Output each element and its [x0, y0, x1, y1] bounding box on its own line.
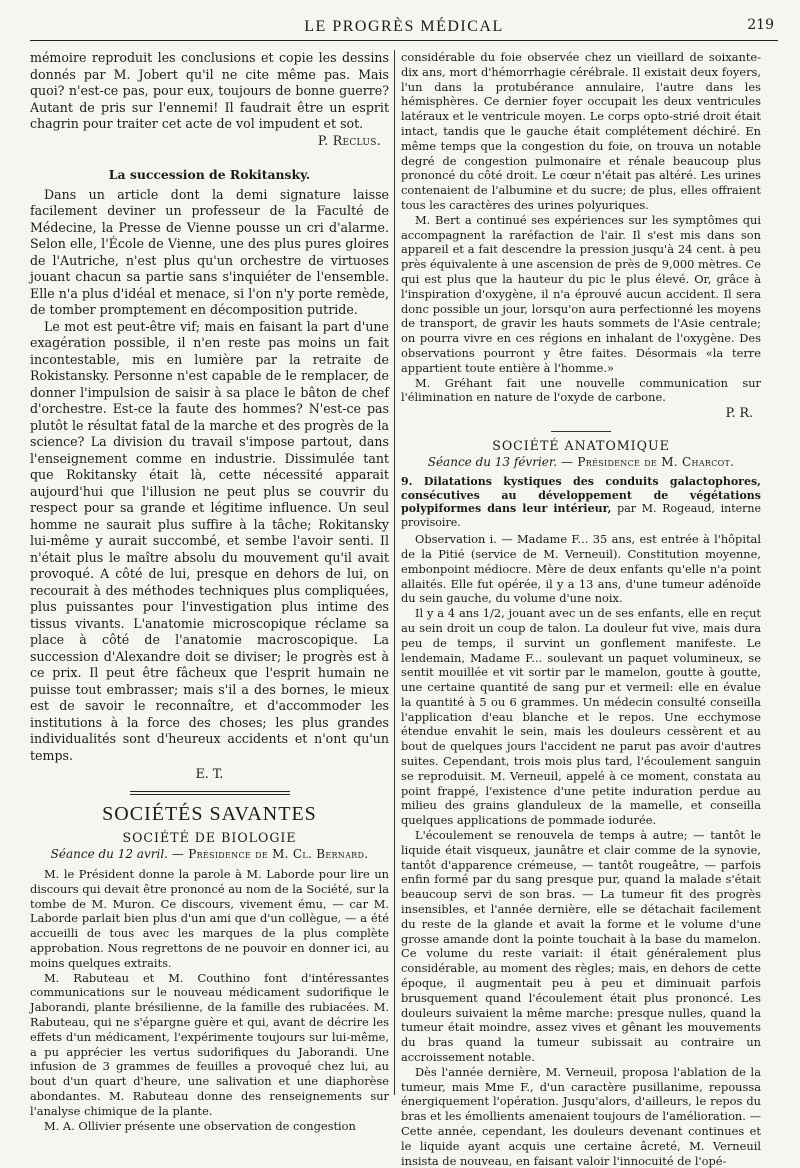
society-name-anatomique: SOCIÉTÉ ANATOMIQUE	[492, 438, 670, 454]
article-title: La succession de Rokitansky.	[108, 166, 311, 182]
right-column	[401, 50, 762, 1168]
page-number: 219	[747, 17, 774, 33]
seance-date: Séance du 12 avril.	[50, 847, 168, 861]
seance-line-biologie	[30, 847, 389, 861]
continued-paragraph-2: M. Bert a continué ses expériences sur les symptômes qui accompagnent la raréfaction de l'air. Il s'est mis dans son appareil et a fait descendre la pression jusqu'à 24 cent. à peu près équivalente à une ascension de près de 9,000 mètres. Ce qui est plus que la hauteur du pic le plus élevé. Or, grâce à l'inspiration d'oxygène, il n'a éprouvé aucun accident. Il sera donc possible un jour, lorsqu'on aura perfectionné les moyens de transport, de gravir les hauts sommets de l'Asie centrale; on pourra vivre en ces régions en inhalant de l'oxygène. Des observations pourront y être faites. Désormais «la terre appartient toute entière à l'homme.»	[401, 212, 761, 375]
article-signature: E. T.	[195, 766, 224, 781]
item-author: par M. Rogeaud, interne provisoire.	[401, 502, 762, 529]
article-paragraph-2: Le mot est peut-être vif; mais en faisant la part d'une exagération possible, il n'en reste pas moins un fait incontestable, mis en lumière par la retraite de Rokistansky. Personne n'est capable de le remplacer, de donner l'impulsion de saisir à sa place le bâton de chef d'orchestre. Est-ce la faute des hommes? N'est-ce pas plutôt le résultat fatal de la marche et des progrès de la science? La division du travail s'impose partout, dans l'enseignement comme en industrie. Dissimulée tant que Rokitansky était là, cette nécessité apparait aujourd'hui que l'illusion ne peut plus se couvrir du respect pour sa grande et légitime influence. Un seul homme ne saurait plus suffire à la tâche; Rokitansky lui-même y aurait succombé, et sembe l'avoir senti. Il n'était plus le maître absolu du mouvement qu'il avait provoqué. A côté de lui, presque en dehors de lui, on recourait à des méthodes techniques plus compliquées, plus puissantes pour l'investigation plus intime des tissus vivants. L'anatomie microscopique réclame sa place à côté de l'anatomie macroscopique. La succession d'Alexandre doit se diviser; le progrès est à ce prix. Il peut être fâcheux que l'esprit humain ne puisse tout embrasser; mais s'il a des bornes, le mieux est de savoir le reconnaître, et d'accommoder les institutions à la force des choses; les plus grandes individualités sont d'heureux accidents et n'ont qu'un temps.	[30, 318, 389, 763]
biologie-paragraph-1: M. le Président donne la parole à M. Laborde pour lire un discours qui devait être prononcé au nom de la Société, sur la tombe de M. Muron. Ce discours, vivement ému, — car M. Laborde parlait bien plus d'un ami que d'un collègue, — a été accueilli de tous avec les marques de la plus complète approbation. Nous regrettons de ne pouvoir en donner ici, au moins quelques extraits.	[30, 867, 389, 970]
left-column	[30, 50, 389, 1133]
page-header	[30, 14, 778, 41]
journal-title: LE PROGRÈS MÉDICAL	[304, 18, 504, 35]
continued-signature: P. R.	[725, 405, 753, 421]
observation-paragraph-1: Observation i. — Madame F... 35 ans, est entrée à l'hôpital de la Pitié (service de M. Verneuil). Constitution moyenne, embonpoint médiocre. Mère de deux enfants qu'elle n'a point allaités. Elle fut opérée, il y a 13 ans, d'une tumeur adénoïde du sein gauche, du volume d'une noix.	[401, 532, 761, 606]
society-name-biologie: SOCIÉTÉ DE BIOLOGIE	[122, 830, 297, 845]
column-divider	[394, 50, 395, 1095]
seance-presidence-anatomique: — Présidence de M. Charcot.	[560, 455, 735, 470]
observation-paragraph-3: L'écoulement se renouvela de temps à autre; — tantôt le liquide était visqueux, jaunâtre et clair comme de la synovie, tantôt d'apparence crémeuse, — tantôt rougeâtre, — parfois enfin formé par du sang presque pur, quand la malade s'était beaucoup servi de son bras. — La tumeur fit des progrès insensibles, et l'année dernière, elle se détachait facilement du reste de la glande et avait la forme et le volume d'une grosse amande dont la pointe touchait à la base du mamelon. Ce volume du reste variait: il était généralement plus considérable, au moment des règles; mais, en dehors de cette époque, il augmentait peu à peu et diminuait parfois brusquement quand l'écoulement était plus prononcé. Les douleurs suivaient la même marche: presque nulles, quand la tumeur était moindre, assez vives et gênant les mouvements du bras quand la tumeur subissait au contraire un accroissement notable.	[401, 828, 761, 1065]
continued-paragraph-3: M. Gréhant fait une nouvelle communication sur l'élimination en nature de l'oxyde de carbone.	[401, 375, 761, 405]
biologie-paragraph-2: M. Rabuteau et M. Couthino font d'intéressantes communications sur le nouveau médicament sudorifique le Jaborandi, plante brésilienne, de la famille des rubiacées. M. Rabuteau, qui ne s'épargne guère et qui, avant de décrire les effets d'un médicament, l'expérimente toujours sur lui-même, a pu apprécier les vertus sudorifiques du Jaborandi. Une infusion de 3 grammes de feuilles a provoqué chez lui, au bout d'un quart d'heure, une salivation et une diaphorèse abondantes. M. Rabuteau donne des renseignements sur l'analyse chimique de la plante.	[30, 970, 389, 1118]
society-divider	[551, 431, 611, 432]
intro-paragraph: mémoire reproduit les conclusions et copie les dessins donnés par M. Jobert qu'il ne cite même pas. Mais quoi? n'est-ce pas, pour eux, toujours de bonne guerre? Autant de pris sur l'ennemi! Il faudrait être un esprit chagrin pour traiter cet acte de vol impudent et sot.	[30, 50, 389, 131]
continued-paragraph-1: considérable du foie observée chez un vieillard de soixante-dix ans, mort d'hémorrhagie cérébrale. Il existait deux foyers, l'un dans la protubérance annulaire, l'autre dans les hémisphères. Ce dernier foyer occupait les deux ventricules latéraux et le ventricule moyen. Le corps opto-strié droit était intact, tandis que le gauche était complétement déchiré. En même temps que la congestion du foie, on trouva un notable degré de congestion pulmonaire et rénale beaucoup plus prononcé du côté droit. Le cœur n'était pas altéré. Les urines contenaient de l'albumine et du sucre; de plus, elles offraient tous les caractères des urines polyuriques.	[401, 50, 761, 212]
observation-paragraph-4: Dès l'année dernière, M. Verneuil, proposa l'ablation de la tumeur, mais Mme F., d'un caractère pusillanime, repoussa énergiquement l'opération. Jusqu'alors, d'ailleurs, le repos du bras et les émollients amenaient toujours de l'amélioration. — Cette année, cependant, les douleurs devenant continues et le liquide ayant acquis une certaine âcreté, M. Verneuil insista de nouveau, en faisant valoir l'innocuité de l'opé-	[401, 1064, 761, 1168]
observation-paragraph-2: Il y a 4 ans 1/2, jouant avec un de ses enfants, elle en reçut au sein droit un coup de talon. La douleur fut vive, mais dura peu de temps, il survint un gonflement manifeste. Le lendemain, Madame F... soulevant un paquet volumineux, se sentit mouillée et vit sortir par le mamelon, goutte à goutte, une certaine quantité de sang pur et vermeil: elle en évalue la quantité à 5 ou 6 grammes. Un médecin consulté conseilla l'application d'eau blanche et le repos. Une ecchymose étendue envahit le sein, mais les douleurs cessèrent et au bout de quelques jours l'accident ne parut pas avoir d'autres suites. Cependant, trois mois plus tard, l'écoulement sanguin se reproduisit. M. Verneuil, appelé à ce moment, constata au point frappé, l'existence d'une petite induration perdue au milieu des grains glanduleux de la mamelle, et conseilla quelques applications de pommade iodurée.	[401, 606, 761, 828]
section-title: SOCIÉTÉS SAVANTES	[102, 803, 317, 825]
biologie-paragraph-3: M. A. Ollivier présente une observation de congestion	[44, 1118, 356, 1133]
seance-date-anatomique: Séance du 13 février.	[427, 455, 558, 470]
item-title: 9. Dilatations kystiques des conduits galactophores, consécutives au développement de végétations polypiformes dans leur intérieur, par M. Rogeaud, interne provisoire.	[401, 475, 762, 529]
article-paragraph-1: Dans un article dont la demi signature laisse facilement deviner un professeur de la Faculté de Médecine, la Presse de Vienne pousse un cri d'alarme. Selon elle, l'École de Vienne, une des plus pures gloires de l'Autriche, n'est plus qu'un orchestre de virtuoses jouant chacun sa partie sans s'inquiéter de l'ensemble. Elle n'a plus d'idéal et menace, si l'on n'y porte remède, de tomber promptement en décomposition putride.	[30, 186, 389, 317]
seance-presidence: — Présidence de M. Cl. Bernard.	[171, 847, 369, 861]
intro-signature: P. Reclus.	[317, 132, 381, 148]
seance-line-anatomique	[401, 455, 761, 469]
section-divider	[130, 791, 290, 795]
